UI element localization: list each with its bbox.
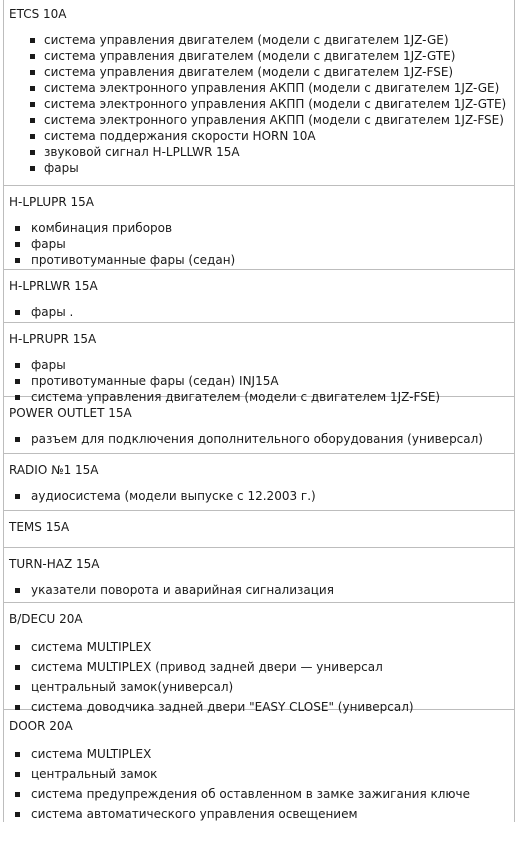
item-list: [9, 220, 510, 268]
section-title: H-LPRUPR 15A: [9, 332, 97, 346]
fuse-section-h-lplupr: [4, 186, 514, 270]
list-item: фары .: [9, 304, 510, 320]
list-item: система управления двигателем (модели с двигателем 1JZ-GE): [9, 32, 510, 48]
section-title: POWER OUTLET 15A: [9, 406, 132, 420]
fuse-section-radio: [4, 454, 514, 511]
list-item: система автоматического управления освещением: [9, 804, 510, 824]
section-title: H-LPLUPR 15A: [9, 195, 95, 209]
section-title: ETCS 10A: [9, 7, 67, 21]
section-title: H-LPRLWR 15A: [9, 279, 98, 293]
fuse-table: [3, 0, 515, 822]
list-item: система управления двигателем (модели с двигателем 1JZ-GTE): [9, 48, 510, 64]
item-list: [9, 637, 510, 717]
item-list: [9, 582, 510, 598]
list-item: фары: [9, 357, 510, 373]
list-item: комбинация приборов: [9, 220, 510, 236]
item-list: [9, 357, 510, 405]
list-item: центральный замок: [9, 764, 510, 784]
fuse-section-power-outlet: [4, 397, 514, 454]
list-item: система управления двигателем (модели с двигателем 1JZ-FSE): [9, 64, 510, 80]
fuse-section-h-lprupr: [4, 323, 514, 404]
item-list: [9, 488, 510, 504]
list-item: фары: [9, 160, 510, 176]
item-list: [9, 431, 510, 447]
item-list: [9, 744, 510, 824]
fuse-section-tems: [4, 511, 514, 548]
list-item: система электронного управления АКПП (модели с двигателем 1JZ-GTE): [9, 96, 510, 112]
section-title: DOOR 20A: [9, 719, 73, 733]
list-item: система MULTIPLEX: [9, 744, 510, 764]
section-title: TEMS 15A: [9, 520, 70, 534]
list-item: система доводчика задней двери "EASY CLOSE" (универсал): [9, 697, 510, 717]
list-item: система MULTIPLEX: [9, 637, 510, 657]
list-item: указатели поворота и аварийная сигнализация: [9, 582, 510, 598]
list-item: система электронного управления АКПП (модели с двигателем 1JZ-GE): [9, 80, 510, 96]
list-item: аудиосистема (модели выпуске с 12.2003 г.): [9, 488, 510, 504]
list-item: система электронного управления АКПП (модели с двигателем 1JZ-FSE): [9, 112, 510, 128]
item-list: [9, 32, 510, 176]
section-title: RADIO №1 15A: [9, 463, 99, 477]
section-title: B/DECU 20A: [9, 612, 83, 626]
list-item: противотуманные фары (седан): [9, 252, 510, 268]
list-item: система управления двигателем (модели с двигателем 1JZ-FSE): [9, 389, 510, 405]
list-item: звуковой сигнал H-LPLLWR 15A: [9, 144, 510, 160]
list-item: система поддержания скорости HORN 10A: [9, 128, 510, 144]
list-item: противотуманные фары (седан) INJ15A: [9, 373, 510, 389]
fuse-section-h-lprlwr: [4, 270, 514, 323]
list-item: разъем для подключения дополнительного оборудования (универсал): [9, 431, 510, 447]
fuse-section-turn-haz: [4, 548, 514, 603]
list-item: система предупреждения об оставленном в замке зажигания ключе: [9, 784, 510, 804]
fuse-section-etcs: [4, 0, 514, 186]
list-item: центральный замок(универсал): [9, 677, 510, 697]
section-title: TURN-HAZ 15A: [9, 557, 100, 571]
list-item: фары: [9, 236, 510, 252]
fuse-section-b-decu: [4, 603, 514, 714]
list-item: система MULTIPLEX (привод задней двери — универсал: [9, 657, 510, 677]
item-list: [9, 304, 510, 320]
fuse-section-door: [4, 710, 514, 822]
